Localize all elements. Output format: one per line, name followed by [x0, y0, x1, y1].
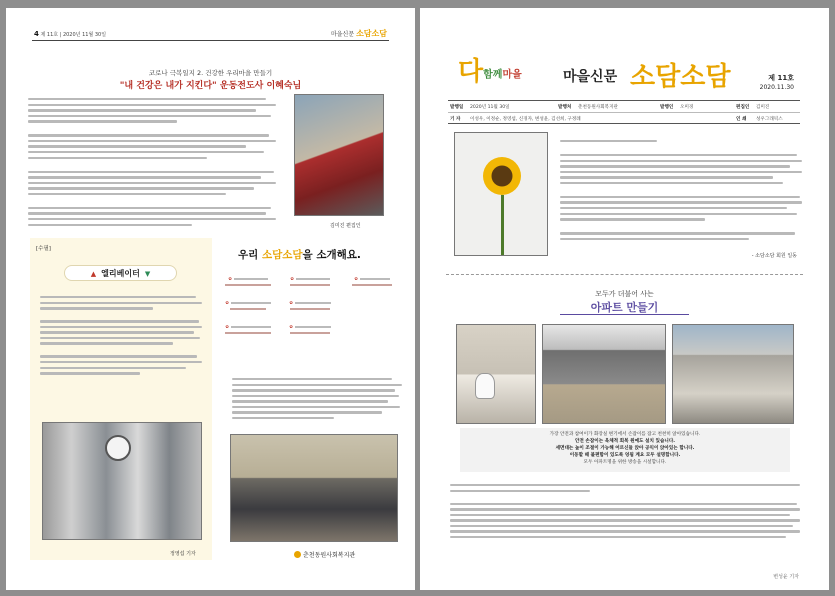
- notice-line: 안전 손잡이는 육체적 회복 원예도 설치 있습니다.: [574, 439, 676, 444]
- column-title: ▲ 엘리베이터 ▼: [64, 265, 177, 281]
- toilet-icon: [475, 373, 495, 399]
- headline-underline: [560, 314, 689, 315]
- flower-icon: ✿: [289, 300, 293, 305]
- restroom-photo: [456, 324, 536, 424]
- article-byline: 변성윤 기자: [773, 574, 799, 580]
- issue-info: 제 11호 2020.11.30: [759, 74, 794, 91]
- header-rule: [32, 40, 389, 41]
- flower-icon: ✿: [225, 324, 229, 329]
- notice-line: 이동할 때 불편함이 있도록 엉됨 계요 모두 설명합니다.: [569, 453, 681, 458]
- brand-name: 소담소담: [356, 29, 387, 38]
- flower-icon: ✿: [225, 300, 229, 305]
- story-body-text: [28, 98, 276, 229]
- column-body-text: [40, 296, 202, 378]
- section-divider: [446, 274, 803, 275]
- notice-line: 모두 아파트명을 위한 방송을 시설합니다.: [583, 460, 667, 465]
- members-group-photo: [230, 434, 398, 542]
- newspaper-page-4: [6, 8, 415, 590]
- facility-notice: [460, 428, 790, 472]
- masthead-name: 마을신문: [563, 69, 618, 85]
- story-photo: [294, 94, 384, 216]
- sunflower-photo: [454, 132, 548, 256]
- page-brand: [331, 28, 387, 39]
- column-tag: [수필]: [36, 246, 51, 252]
- flower-icon: ✿: [228, 276, 232, 281]
- brand-prefix: 마을신문: [330, 31, 355, 38]
- editorial-signoff: - 소담소담 회원 일동: [751, 253, 797, 259]
- essay-column: [30, 238, 212, 560]
- info-row-1: 발행일 2020년 11월 30일 발행처 춘천동원사회복지관 발행인 오미경 편집인 김미진: [448, 101, 800, 113]
- info-row-2: 기 자 이성우, 이정순, 정영섭, 신경자, 변성윤, 김선희, 구정례 인 쇄 성우그래픽스: [450, 117, 783, 122]
- flower-icon: ✿: [289, 324, 293, 329]
- story-subtitle: 코로나 극복일지 2. 건강한 우리마을 만들기: [148, 69, 273, 77]
- apartment-ramp-photo: [672, 324, 794, 424]
- apartment-body-text: [450, 484, 800, 542]
- editorial-body-text: [560, 140, 802, 243]
- story-headline: "내 건강은 내가 지킨다" 운동전도사 이혜숙님: [119, 81, 302, 91]
- notice-line: 세면대는 높이 조절이 가능해 어르신들 앉아 공익이 앉아있는 합니다.: [555, 446, 695, 451]
- apartment-subtitle: 모두가 더불어 사는: [595, 290, 654, 298]
- column-photo-caption: 정영섭 기자: [170, 551, 196, 557]
- up-arrow-icon: ▲: [90, 270, 97, 278]
- intro-title: 우리 소담소담을 소개해요.: [238, 249, 361, 261]
- publication-info: [448, 100, 800, 124]
- masthead-brand: 소담소담: [630, 62, 731, 92]
- apartment-entrance-photo: [542, 324, 666, 424]
- organization-logo-icon: [294, 551, 301, 558]
- flower-icon: ✿: [354, 276, 358, 281]
- elevator-photo: [42, 422, 202, 540]
- newspaper-page-1: [420, 8, 829, 590]
- apartment-headline: 아파트 만들기: [590, 301, 659, 314]
- intro-body-text: [232, 378, 402, 423]
- sunflower-icon: [483, 157, 521, 195]
- flower-icon: ✿: [290, 276, 294, 281]
- story-photo-caption: 김미진 편집인: [330, 223, 361, 229]
- notice-line: 가장 안전과 참여이가 화장실 변기에서 손잡이를 잡고 천천히 앉아있습니다.: [549, 432, 701, 437]
- page-folio: 4 제 11호 | 2020년 11월 30일: [34, 30, 107, 38]
- masthead-logo: 다함께마을: [458, 57, 522, 87]
- organization-name: 춘천동원사회복지관: [294, 550, 355, 559]
- down-arrow-icon: ▼: [144, 270, 151, 278]
- clock-icon: [105, 435, 131, 461]
